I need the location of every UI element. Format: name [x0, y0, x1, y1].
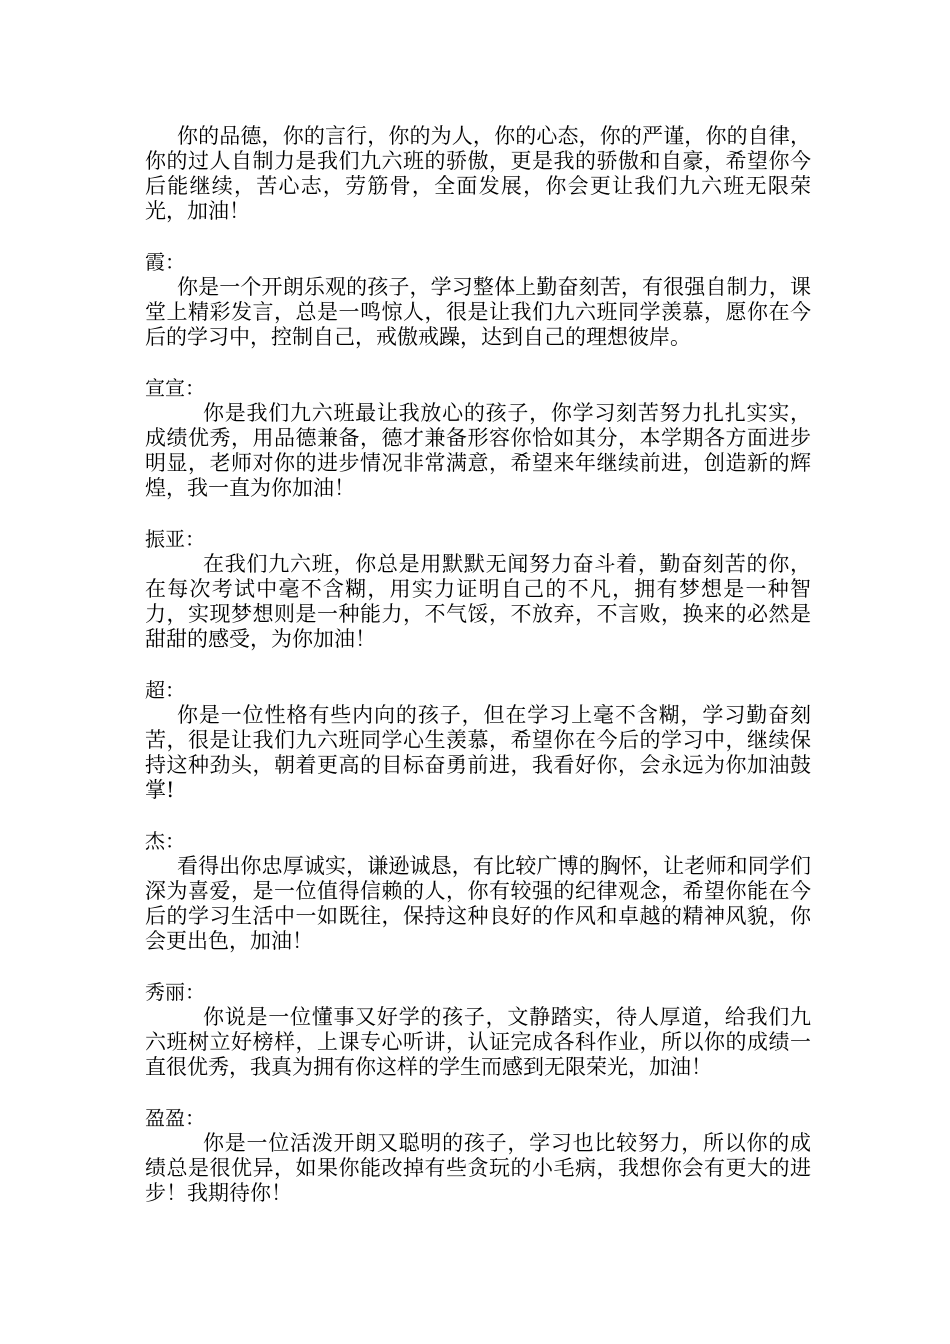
comment-paragraph: 看得出你忠厚诚实，谦逊诚恳，有比较广博的胸怀，让老师和同学们深为喜爱，是一位值得信赖的人，你有较强的纪律观念，希望你能在今后的学习生活中一如既往，保持这种良好的作风和卓越的精神风貌，你会更出色，加油！ [145, 854, 811, 953]
entry-zhenya [145, 527, 811, 652]
entry-yingying [145, 1106, 811, 1206]
comment-paragraph: 你是我们九六班最让我放心的孩子，你学习刻苦努力扎扎实实，成绩优秀，用品德兼备，德才兼备形容你恰如其分，本学期各方面进步明显，老师对你的进步情况非常满意，希望来年继续前进，创造新的辉煌，我一直为你加油！ [145, 401, 811, 500]
entry-xuanxuan [145, 376, 811, 501]
entry-xiuli [145, 980, 811, 1080]
student-name: 宣宣： [145, 376, 205, 400]
intro-paragraph: 你的品德，你的言行，你的为人，你的心态，你的严谨，你的自律，你的过人自制力是我们九六班的骄傲，更是我的骄傲和自豪，希望你今后能继续，苦心志，劳筋骨，全面发展，你会更让我们九六班无限荣光，加油！ [145, 124, 811, 223]
student-name: 超： [145, 678, 185, 702]
comment-paragraph: 你是一个开朗乐观的孩子，学习整体上勤奋刻苦，有很强自制力，课堂上精彩发言，总是一鸣惊人，很是让我们九六班同学羡慕，愿你在今后的学习中，控制自己，戒傲戒躁，达到自己的理想彼岸。 [145, 275, 811, 349]
student-name: 振亚： [145, 527, 205, 551]
entry-chao [145, 678, 811, 803]
comment-paragraph: 你说是一位懂事又好学的孩子，文静踏实，待人厚道，给我们九六班树立好榜样，上课专心听讲，认证完成各科作业，所以你的成绩一直很优秀，我真为拥有你这样的学生而感到无限荣光，加油！ [145, 1005, 811, 1079]
document-body [145, 124, 811, 1206]
entry-xia [145, 250, 811, 350]
comment-paragraph: 你是一位性格有些内向的孩子，但在学习上毫不含糊，学习勤奋刻苦，很是让我们九六班同学心生羡慕，希望你在今后的学习中，继续保持这种劲头，朝着更高的目标奋勇前进，我看好你，会永远为你加油鼓掌! [145, 703, 811, 802]
comment-paragraph: 在我们九六班，你总是用默默无闻努力奋斗着，勤奋刻苦的你，在每次考试中毫不含糊，用实力证明自己的不凡，拥有梦想是一种智力，实现梦想则是一种能力，不气馁，不放弃，不言败，换来的必然是甜甜的感受，为你加油！ [145, 552, 811, 651]
comment-paragraph: 你是一位活泼开朗又聪明的孩子，学习也比较努力，所以你的成绩总是很优异，如果你能改掉有些贪玩的小毛病，我想你会有更大的进步！我期待你！ [145, 1131, 811, 1205]
student-name: 盈盈： [145, 1106, 205, 1130]
student-name: 杰： [145, 829, 185, 853]
entry-jie [145, 829, 811, 954]
student-name: 秀丽： [145, 980, 205, 1004]
student-name: 霞： [145, 250, 185, 274]
